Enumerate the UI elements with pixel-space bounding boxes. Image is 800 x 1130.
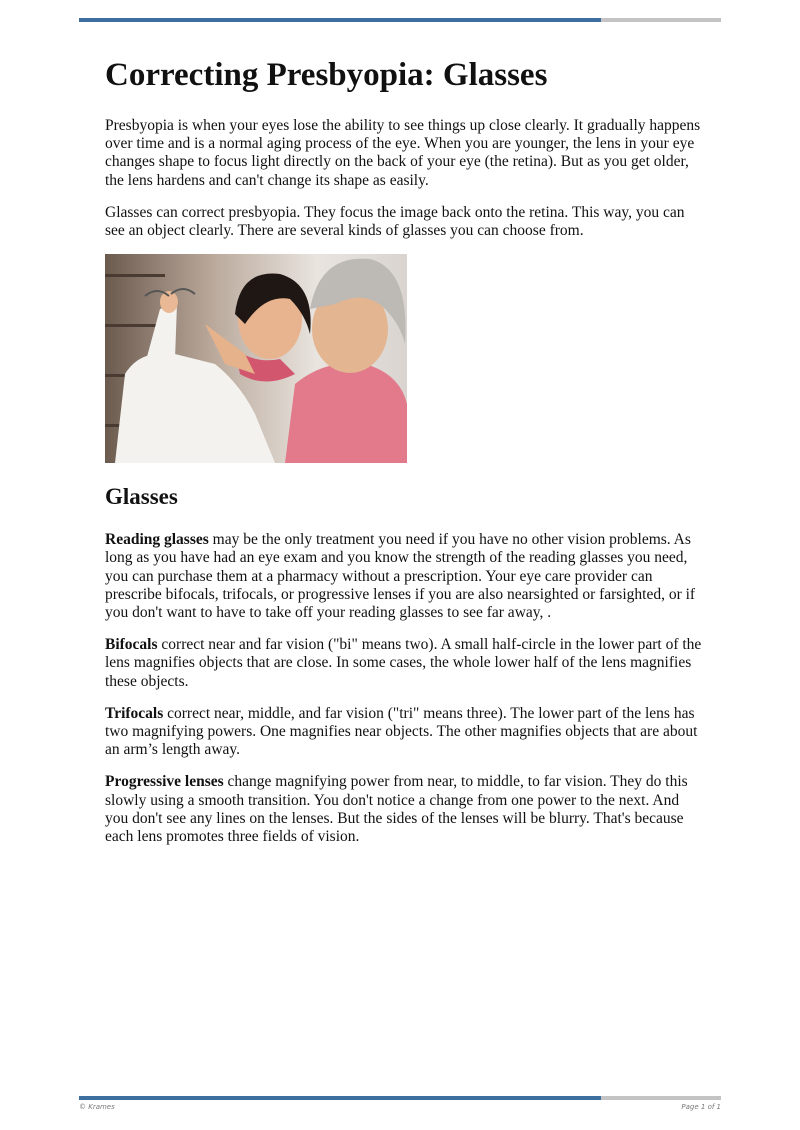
- glasses-type-description: may be the only treatment you need if you have no other vision problems. As long as you have had an eye exam and you know the strength of the reading glasses you need, you can purchase them at a pharmacy without a prescription. Your eye care provider can prescribe bifocals, trifocals, or progressive lenses if you are also nearsighted or farsighted, or if you don't want to have to take off your reading glasses to see far away, .: [105, 531, 696, 622]
- glasses-type-paragraph: [105, 636, 705, 691]
- footer-rule: [79, 1096, 721, 1100]
- glasses-type-description: change magnifying power from near, to middle, to far vision. They do this slowly using a smooth transition. You don't notice a change from one power to the next. And you don't see any lines on the lenses. But the sides of the lenses will be blurry. That's because each lens promotes three fields of vision.: [105, 773, 688, 846]
- glasses-type-term: Bifocals: [105, 636, 158, 654]
- glasses-type-paragraph: [105, 531, 705, 622]
- glasses-type-term: Reading glasses: [105, 531, 209, 549]
- header-rule: [79, 18, 721, 22]
- glasses-type-paragraph: [105, 705, 705, 760]
- copyright: © Krames: [79, 1103, 115, 1111]
- glasses-type-term: Progressive lenses: [105, 773, 224, 791]
- glasses-type-paragraph: [105, 773, 705, 846]
- eye-care-provider-photo: [105, 254, 407, 463]
- glasses-type-term: Trifocals: [105, 704, 164, 722]
- intro-paragraph: Presbyopia is when your eyes lose the ability to see things up close clearly. It gradually happens over time and is a normal aging process of the eye. When you are younger, the lens in your eye changes shape to focus light directly on the back of your eye (the retina). But as you get older, the lens hardens and can't change its shape as easily.: [105, 117, 701, 189]
- intro-paragraph: Glasses can correct presbyopia. They focus the image back onto the retina. This way, you can see an object clearly. There are several kinds of glasses you can choose from.: [105, 203, 685, 240]
- page-title: Correcting Presbyopia: Glasses: [105, 57, 548, 93]
- section-heading: Glasses: [105, 484, 178, 510]
- glasses-type-description: correct near, middle, and far vision ("tri" means three). The lower part of the lens has two magnifying powers. One magnifies near objects. The other magnifies objects that are about an arm’s length away.: [105, 704, 698, 759]
- document-body: [105, 55, 705, 860]
- glasses-type-description: correct near and far vision ("bi" means two). A small half-circle in the lower part of the lens magnifies objects that are close. In some cases, the whole lower half of the lens magnifies these objects.: [105, 636, 702, 690]
- page-number: Page 1 of 1: [681, 1103, 721, 1111]
- page-footer: [79, 1103, 721, 1111]
